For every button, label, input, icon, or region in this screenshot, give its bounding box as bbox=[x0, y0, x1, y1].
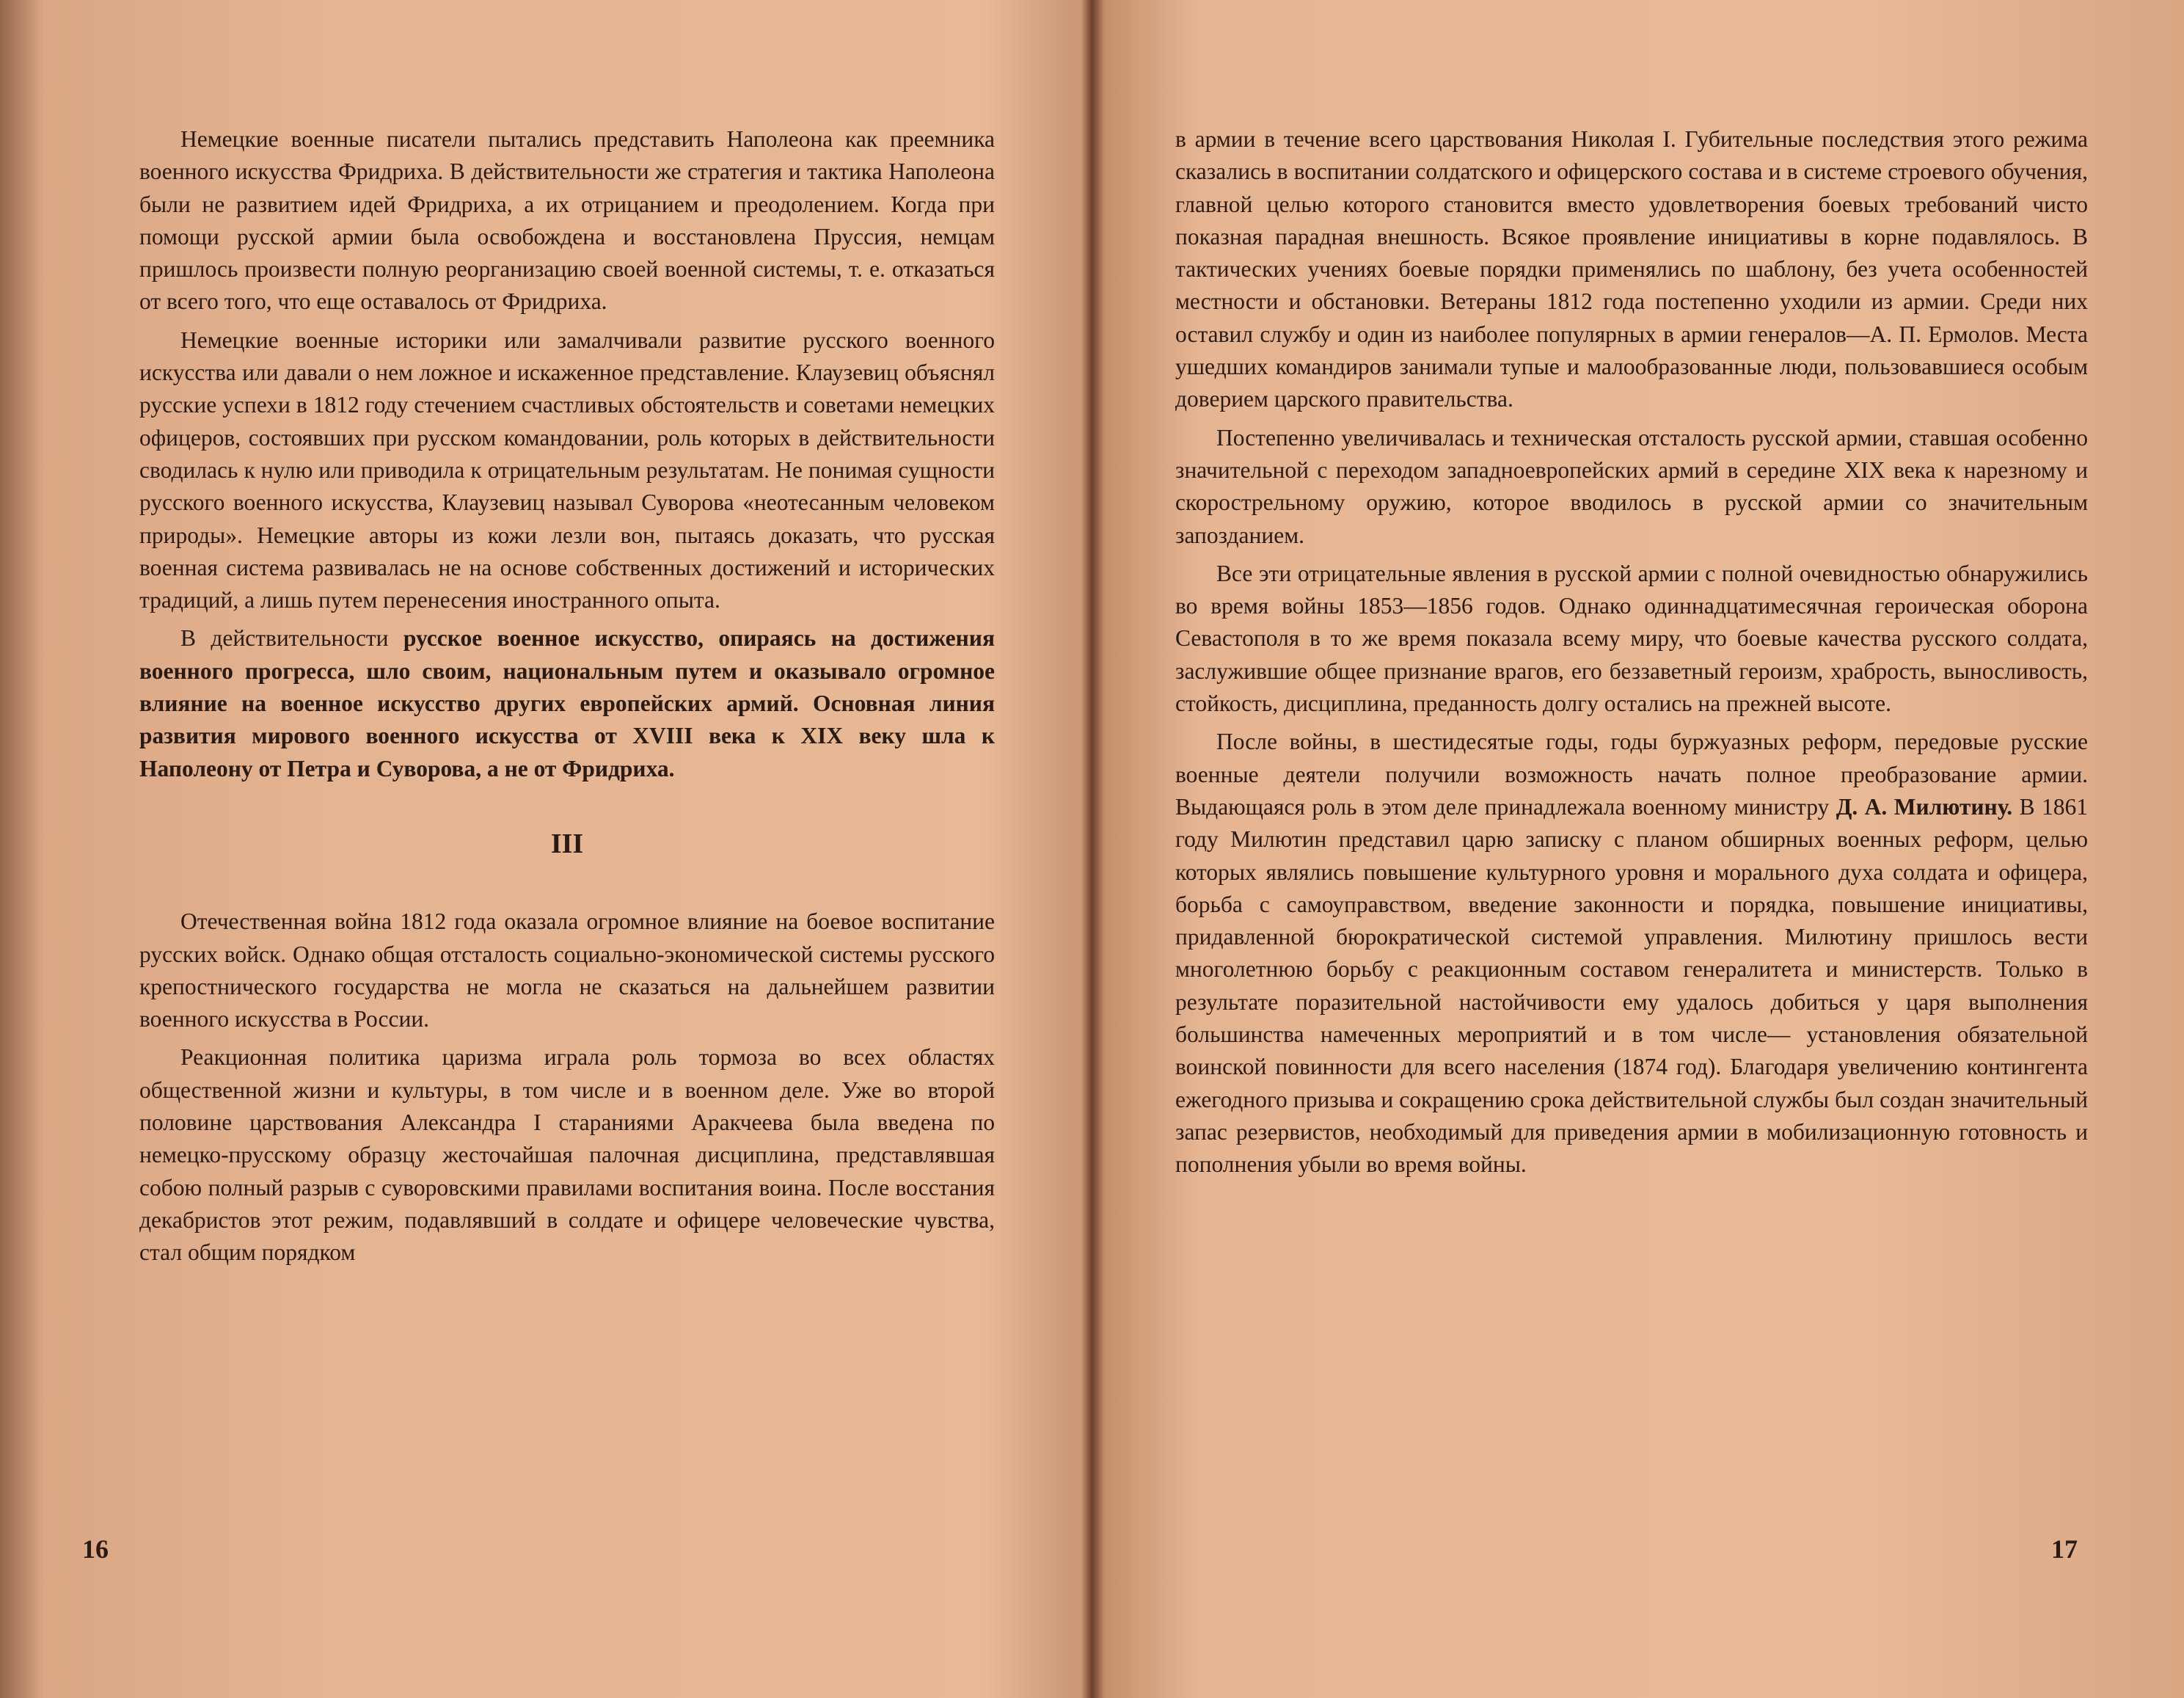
paragraph: Немецкие военные историки или замалчивали развитие русского военного искусства или давали о нем ложное и искаженное представление. Клаузевиц объяснял русские успехи в 1812 году стечением счастливых обстоятельств и советами немецких офицеров, состоявших при русском командовании, роль которых в действительности сводилась к нулю или приводила к отрицательным результатам. Не понимая сущности русского военного искусства, Клаузевиц называл Суворова «неотесанным человеком природы». Немецкие авторы из кожи лезли вон, пытаясь доказать, что русская военная система развивалась не на основе собственных достижений и исторических традиций, а лишь путем перенесения иностранного опыта. bbox=[139, 327, 995, 613]
paragraph-lead: После войны, в шестидесятые годы, годы буржуазных реформ, передовые русские военные деятели получили возможность начать полное преобразование армии. Выдающаяся роль в этом деле принадлежала военному министру bbox=[1175, 729, 2088, 820]
emphasized-name: Д. А. Милютину. bbox=[1836, 793, 2013, 820]
paragraph bbox=[1175, 726, 2088, 1181]
paragraph bbox=[139, 622, 995, 784]
paragraph: Постепенно увеличивалась и техническая отсталость русской армии, ставшая особенно значительной с переходом западноевропейских армий в середине XIX века к нарезному и скорострельному оружию, которое вводилось в русской армии со значительным запозданием. bbox=[1175, 424, 2088, 548]
left-page-text bbox=[139, 123, 995, 1269]
emphasized-text: русское военное искусство, опираясь на достижения военного прогресса, шло своим, национальным путем и оказывало огромное влияние на военное искусство других европейских армий. Основная линия развития мирового военного искусства от XVIII века к XIX веку шла к Наполеону от Петра и Суворова, а не от Фридриха. bbox=[139, 625, 995, 781]
paragraph: в армии в течение всего царствования Николая I. Губительные последствия этого режима сказались в воспитании солдатского и офицерского состава и в системе строевого обучения, главной целью которого становится вместо удовлетворения боевых требований чисто показная парадная внешность. Всякое проявление инициативы в корне подавлялось. В тактических учениях боевые порядки применялись по шаблону, без учета особенностей местности и обстановки. Ветераны 1812 года постепенно уходили из армии. Среди них оставил службу и один из наиболее популярных в армии генералов—А. П. Ермолов. Места ушедших командиров занимали тупые и малообразованные люди, пользовавшиеся особым доверием царского правительства. bbox=[1175, 126, 2088, 412]
right-page bbox=[1098, 0, 2184, 1698]
paragraph: Отечественная война 1812 года оказала огромное влияние на боевое воспитание русских войск. Однако общая отсталость социально-экономической системы русского крепостнического государства не могла не сказаться на дальнейшем развитии военного искусства в России. bbox=[139, 908, 995, 1032]
page-number: 16 bbox=[82, 1534, 109, 1564]
paragraph: Все эти отрицательные явления в русской армии с полной очевидностью обнаружились во время войны 1853—1856 годов. Однако одиннадцатимесячная героическая оборона Севастополя в то же время показала всему миру, что боевые качества русского солдата, заслужившие общее признание врагов, его беззаветный героизм, храбрость, выносливость, стойкость, дисциплина, преданность долгу остались на прежней высоте. bbox=[1175, 560, 2088, 717]
left-page bbox=[0, 0, 1086, 1698]
paragraph-lead: В действительности bbox=[180, 625, 403, 652]
paragraph-tail: В 1861 году Милютин представил царю записку с планом обширных военных реформ, целью которых являлись повышение культурного уровня и морального духа солдата и офицера, борьба с самоуправством, введение законности и порядка, повышение инициативы, придавленной бюрократической системой управления. Милютину пришлось вести многолетнюю борьбу с реакционным составом генералитета и министерств. Только в результате поразительной настойчивости ему удалось добиться у царя выполнения большинства намеченных мероприятий и в том числе— установления обязательной воинской повинности для всего населения (1874 год). Благодаря увеличению контингента ежегодного призыва и сокращению срока действительной службы был создан значительный запас резервистов, необходимый для приведения армии в мобилизационную готовность и пополнения убыли во время войны. bbox=[1175, 793, 2089, 1178]
paragraph: Немецкие военные писатели пытались представить Наполеона как преемника военного искусства Фридриха. В действительности же стратегия и тактика Наполеона были не развитием идей Фридриха, а их отрицанием и преодолением. Когда при помощи русской армии была освобождена и восстановлена Пруссия, немцам пришлось произвести полную реорганизацию своей военной системы, т. е. отказаться от всего того, что еще оставалось от Фридриха. bbox=[139, 126, 995, 315]
right-page-text bbox=[1175, 123, 2088, 1181]
section-heading: III bbox=[550, 828, 584, 859]
paragraph: Реакционная политика царизма играла роль тормоза во всех областях общественной жизни и культуры, в том числе и в военном деле. Уже во второй половине царствования Александра I стараниями Аракчеева была введена по немецко-прусскому образцу жесточайшая палочная дисциплина, представлявшая собою полный разрыв с суворовскими правилами воспитания воина. После восстания декабристов этот режим, подавлявший в солдате и офицере человеческие чувства, стал общим порядком bbox=[139, 1044, 995, 1266]
page-number: 17 bbox=[2051, 1534, 2078, 1564]
